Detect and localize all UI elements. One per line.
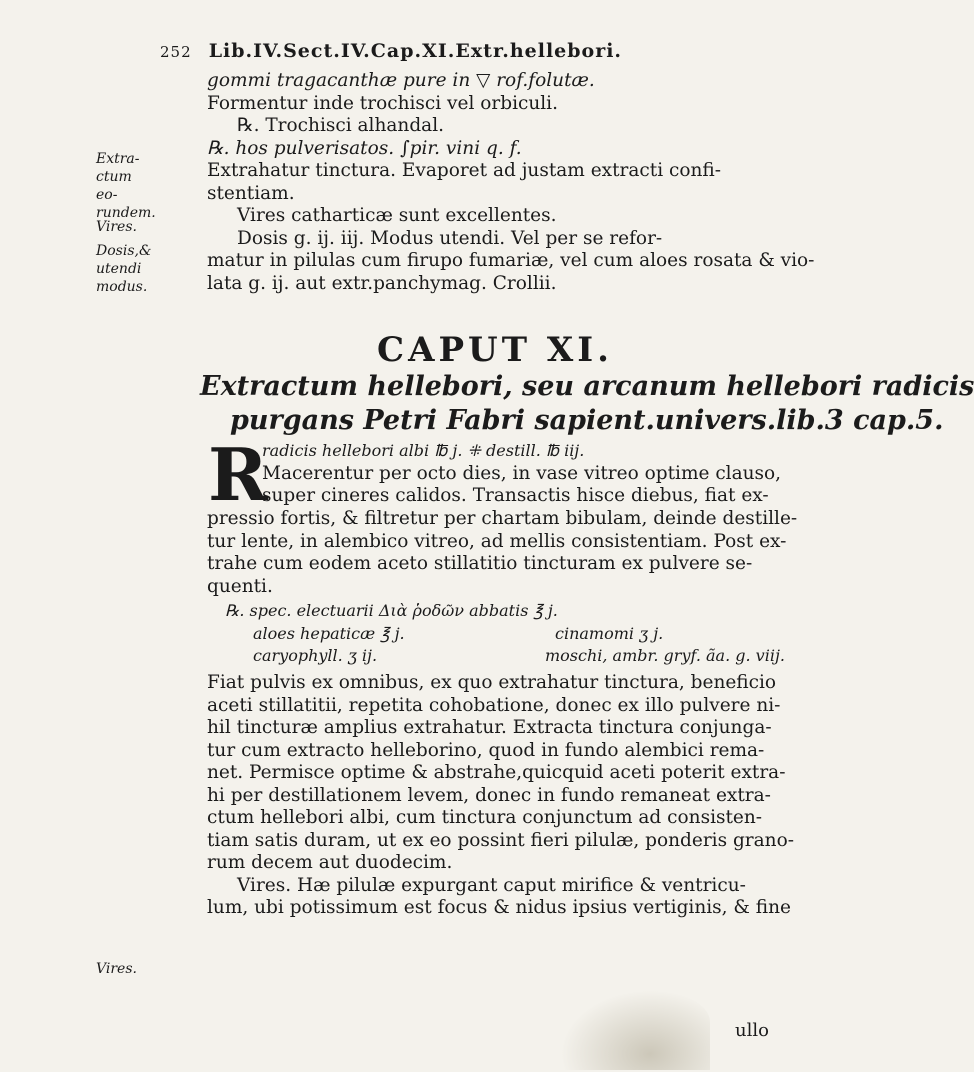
- recipe-row: [225, 645, 785, 668]
- margin-line: Extra-: [96, 151, 140, 167]
- text-line: tur lente, in alembico vitreo, ad mellis consistentiam. Post ex-: [207, 530, 787, 552]
- margin-line: Dosis,&: [96, 243, 152, 259]
- recipe-table: [225, 600, 785, 668]
- title-line: purgans Petri Fabri sapient.univers.lib.3 cap.5.: [230, 405, 944, 436]
- text-line: rum decem aut duodecim.: [207, 852, 453, 873]
- running-header: [160, 40, 780, 62]
- catchword: ullo: [735, 1020, 769, 1041]
- text-line: matur in pilulas cum firupo fumariæ, vel cum aloes rosata & vio-: [207, 250, 815, 271]
- text-line: Formentur inde trochisci vel orbiculi.: [207, 92, 558, 114]
- text-line: Vires catharticæ sunt excellentes.: [237, 205, 557, 226]
- text-line: Macerentur per octo dies, in vase vitreo optime clauso,: [262, 462, 782, 484]
- text-line: quenti.: [207, 575, 273, 597]
- text-line: aceti stillatitii, repetita cohobatione, donec ex illo pulvere ni-: [207, 694, 781, 716]
- text-line: radicis hellebori albi ℔ j. ⁜ destill. ℔ iij.: [262, 441, 585, 460]
- chapter-title: [200, 370, 974, 438]
- running-head: Lib.IV.Sect.IV.Cap.XI.Extr.hellebori.: [208, 40, 623, 62]
- margin-line: ctum eo-: [96, 169, 132, 203]
- recipe-intro: [262, 440, 782, 508]
- text-line: tiam satis duram, ut ex eo possint fieri pilulæ, ponderis grano-: [207, 829, 794, 851]
- preparation-paragraph: [207, 508, 798, 598]
- top-paragraph: [207, 70, 815, 295]
- margin-note-vires-1: Vires.: [96, 219, 137, 235]
- text-line: net. Permisce optime & abstrahe,quicquid aceti poterit extra-: [207, 762, 786, 783]
- text-line: ℞. hos pulverisatos. ∫pir. vini q. f.: [207, 137, 522, 159]
- final-paragraph: [207, 672, 794, 920]
- margin-line: rundem.: [96, 205, 156, 221]
- text-line: gommi tragacanthæ pure in ▽ rof.folutæ.: [207, 70, 595, 91]
- margin-note-vires-2: Vires.: [96, 961, 137, 977]
- text-line: trahe cum eodem aceto stillatitio tincturam ex pulvere se-: [207, 553, 753, 574]
- text-line: Dosis g. ij. iij. Modus utendi. Vel per se refor-: [237, 227, 663, 249]
- text-line: ℞. Trochisci alhandal.: [237, 115, 444, 136]
- recipe-item: aloes hepaticæ ℥ j.: [253, 623, 405, 643]
- text-line: Vires. Hæ pilulæ expurgant caput mirifice & ventricu-: [237, 874, 746, 896]
- title-line: Extractum hellebori, seu arcanum hellebori radicis: [200, 371, 974, 402]
- margin-line: modus.: [96, 279, 148, 295]
- page-number: 252: [160, 43, 192, 61]
- recipe-item: cinamomi ʒ j.: [555, 623, 664, 643]
- recipe-item: caryophyll. ʒ ij.: [253, 646, 378, 665]
- drop-cap: R: [208, 432, 268, 517]
- recipe-item: ℞. spec. electuarii Διὰ ῥοδῶν abbatis ℥ j.: [225, 601, 558, 620]
- text-line: tur cum extracto helleborino, quod in fundo alembici rema-: [207, 739, 765, 761]
- text-line: stentiam.: [207, 182, 295, 204]
- margin-line: utendi: [96, 261, 142, 277]
- text-line: ctum hellebori albi, cum tinctura conjunctum ad consisten-: [207, 807, 763, 828]
- text-line: pressio fortis, & filtretur per chartam bibulam, deinde destille-: [207, 508, 798, 529]
- text-line: Extrahatur tinctura. Evaporet ad justam extracti confi-: [207, 160, 722, 181]
- recipe-item: moschi, ambr. gryf. ãa. g. viij.: [544, 646, 785, 665]
- recipe-row: [225, 600, 785, 623]
- text-line: lata g. ij. aut extr.panchymag. Crollii.: [207, 272, 557, 294]
- text-line: super cineres calidos. Transactis hisce diebus, fiat ex-: [262, 485, 769, 506]
- text-line: Fiat pulvis ex omnibus, ex quo extrahatur tinctura, beneficio: [207, 672, 777, 693]
- text-line: hil tincturæ amplius extrahatur. Extracta tinctura conjunga-: [207, 717, 772, 738]
- chapter-heading: CAPUT XI.: [377, 330, 613, 370]
- text-line: lum, ubi potissimum est focus & nidus ipsius vertiginis, & fine: [207, 897, 791, 918]
- text-line: hi per destillationem levem, donec in fundo remaneat extra-: [207, 784, 771, 806]
- ink-stain: [560, 990, 710, 1070]
- margin-note-dosis: [96, 242, 156, 296]
- recipe-row: [225, 623, 785, 646]
- margin-note-extractum: [96, 150, 156, 222]
